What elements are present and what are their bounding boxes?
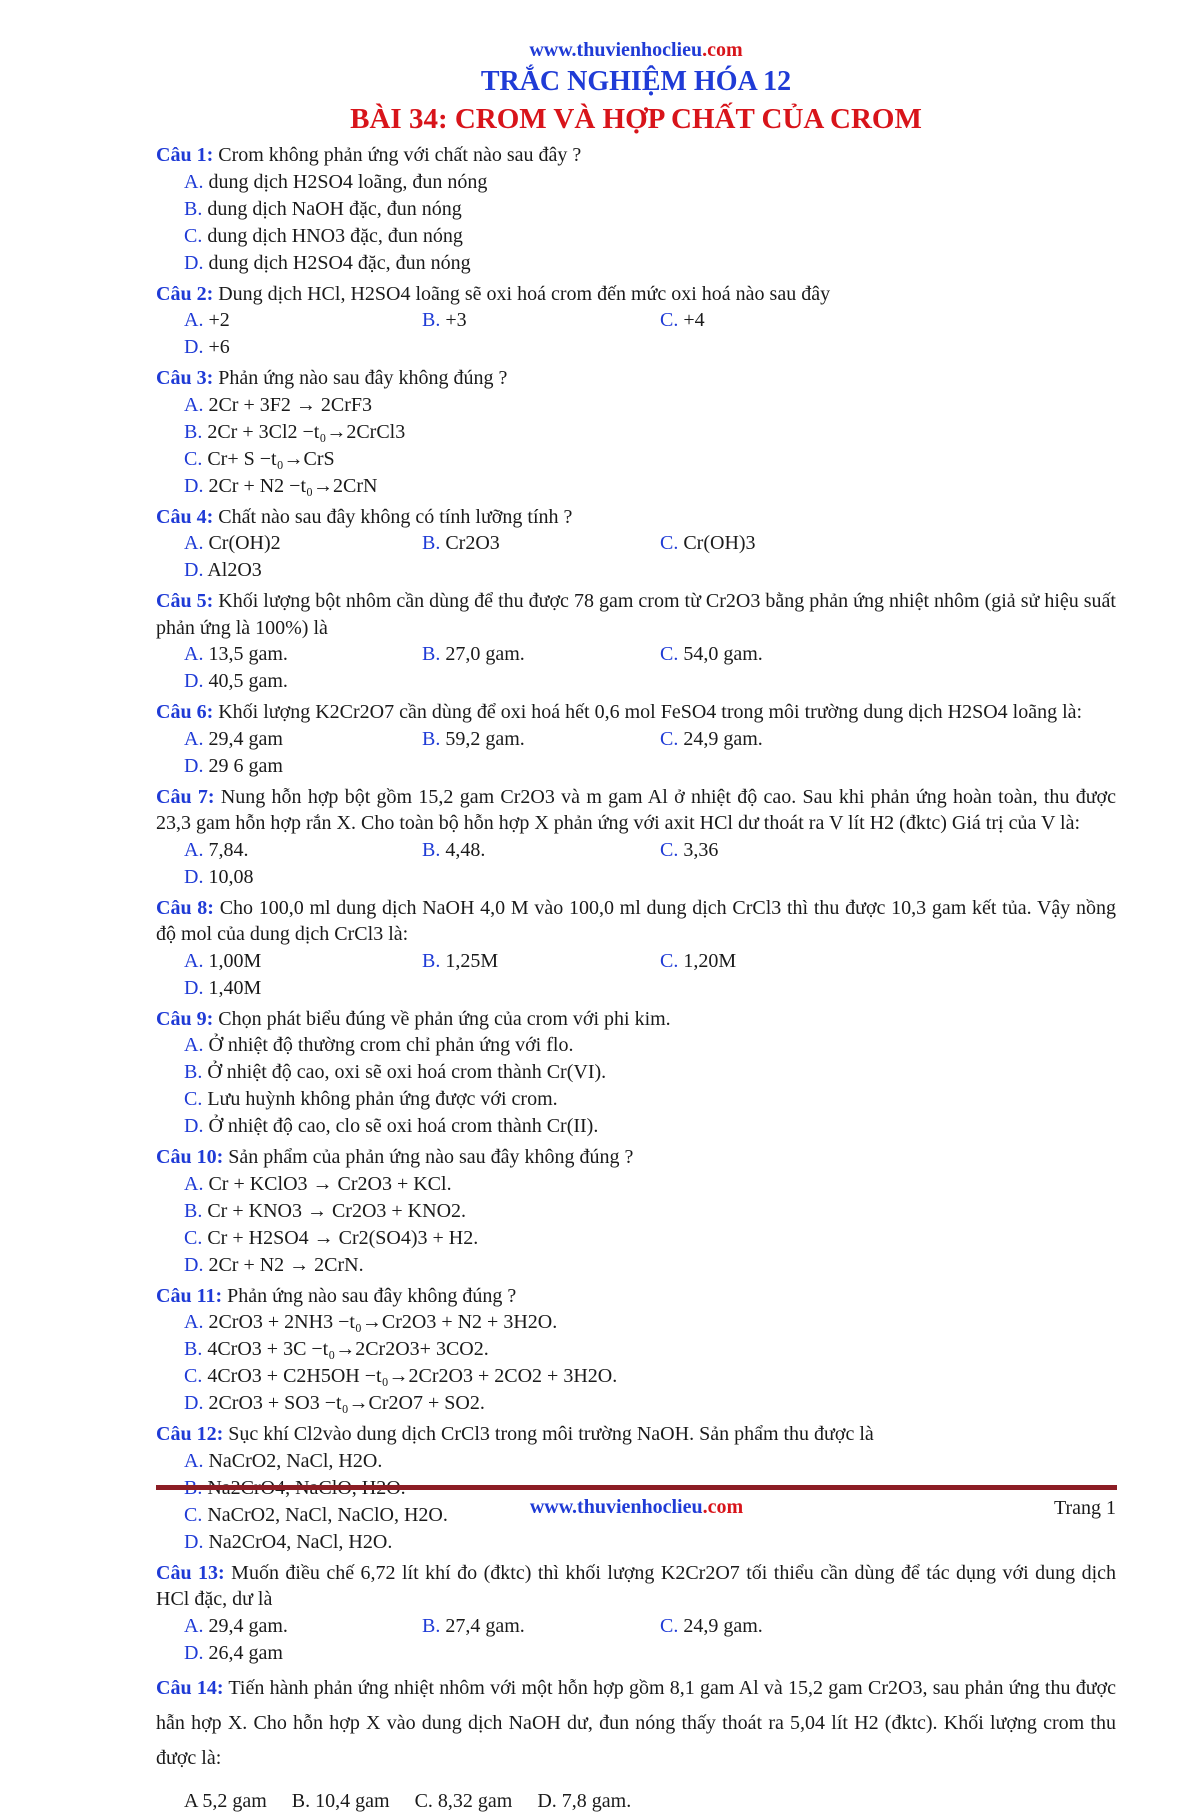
option-letter: A. [184, 393, 204, 416]
option-letter: A. [184, 1172, 204, 1195]
document-page [156, 38, 1116, 1815]
option-b[interactable]: B. 10,4 gam [291, 1789, 390, 1812]
question-text: Dung dịch HCl, H2SO4 loãng sẽ oxi hoá crom đến mức oxi hoá nào sau đây [218, 282, 831, 305]
option-letter: C. [184, 447, 203, 470]
option-b[interactable] [422, 307, 660, 334]
question-stem [156, 1421, 1116, 1448]
option-d[interactable] [184, 1640, 422, 1667]
option-text: Ở nhiệt độ cao, oxi sẽ oxi hoá crom thành Cr(VI). [207, 1061, 607, 1083]
answer-options [156, 169, 1116, 277]
option-c[interactable] [660, 948, 898, 975]
site-name: www.thuvienhoclieu [529, 39, 703, 61]
option-letter: C. [660, 643, 679, 665]
question-text: Phản ứng nào sau đây không đúng ? [227, 1284, 517, 1307]
question-label: Câu 9: [156, 1007, 214, 1030]
option-text: Cr(OH)3 [683, 532, 756, 554]
option-letter: D. [184, 559, 204, 581]
option-letter: A. [184, 170, 204, 193]
option-letter: D. [184, 754, 204, 777]
option-a[interactable] [184, 641, 422, 668]
option-a[interactable] [184, 837, 422, 864]
option-letter: B. [184, 197, 203, 220]
option-text: 4CrO3 + 3C −t₀→2Cr2O3+ 3CO2. [207, 1338, 489, 1360]
option-letter: B. [184, 1061, 203, 1083]
option-text: 10,08 [208, 865, 254, 888]
answer-options [156, 641, 1116, 695]
option-letter: C. [660, 532, 679, 554]
option-a[interactable] [184, 1613, 422, 1640]
option-letter: D. [184, 670, 204, 692]
option-b[interactable] [422, 837, 660, 864]
option-letter: C. [660, 838, 679, 861]
option-letter: B. [184, 1338, 203, 1360]
option-text: Ở nhiệt độ cao, clo sẽ oxi hoá crom thành Cr(II). [208, 1115, 599, 1137]
answer-options [156, 307, 1116, 361]
question-label: Câu 10: [156, 1146, 224, 1168]
question-text: Sản phẩm của phản ứng nào sau đây không đúng ? [228, 1146, 634, 1168]
answer-options [156, 530, 1116, 584]
question-7 [156, 784, 1116, 891]
option-c[interactable] [660, 530, 898, 557]
site-name: www.thuvienhoclieu [529, 1496, 703, 1518]
question-stem [156, 1283, 1116, 1310]
lesson-title: BÀI 34: CROM VÀ HỢP CHẤT CỦA CROM [350, 103, 922, 135]
option-text: 3,36 [683, 838, 719, 861]
option-text: 1,20M [683, 949, 737, 972]
option-letter: C. [184, 1088, 203, 1110]
question-label: Câu 2: [156, 282, 214, 305]
option-a[interactable] [184, 948, 422, 975]
option-d[interactable]: D. 7,8 gam. [537, 1789, 632, 1812]
question-stem [156, 365, 1116, 392]
question-6 [156, 699, 1116, 780]
option-a[interactable] [184, 169, 660, 196]
option-a[interactable] [184, 726, 422, 753]
option-text: 29,4 gam [208, 727, 283, 750]
option-c[interactable] [660, 837, 898, 864]
option-text: Al2O3 [207, 559, 262, 581]
option-text: 24,9 gam. [683, 727, 763, 750]
question-label: Câu 14: [156, 1676, 224, 1699]
question-stem [156, 504, 1116, 531]
option-letter: D. [184, 865, 204, 888]
option-b[interactable] [422, 1613, 660, 1640]
option-c[interactable] [184, 446, 660, 473]
question-text: Cho 100,0 ml dung dịch NaOH 4,0 M vào 100,0 ml dung dịch CrCl3 thì thu được 10,3 gam kết tủa. Vậy nồng độ mol của dung dịch CrCl3 là: [156, 896, 1117, 945]
option-text: +6 [208, 336, 230, 358]
question-text: Khối lượng bột nhôm cần dùng để thu được 78 gam crom từ Cr2O3 bằng phản ứng nhiệt nhôm (giả sử hiệu suất phản ứng là 100%) là [156, 590, 1116, 639]
option-text: 2CrO3 + SO3 −t₀→Cr2O7 + SO2. [208, 1392, 485, 1414]
question-label: Câu 4: [156, 505, 214, 528]
option-d[interactable] [184, 975, 422, 1002]
option-b[interactable] [184, 196, 660, 223]
option-text: Cr + KClO3 → Cr2O3 + KCl. [208, 1172, 452, 1195]
question-1 [156, 142, 1116, 277]
option-text: 1,25M [445, 949, 499, 972]
question-text: Chất nào sau đây không có tính lưỡng tính ? [218, 505, 573, 528]
option-text: +4 [683, 309, 705, 331]
answer-options [156, 837, 1116, 891]
option-a[interactable] [184, 1032, 1084, 1059]
option-text: 59,2 gam. [445, 727, 525, 750]
footer-site-link[interactable] [156, 1496, 1117, 1519]
answer-options [156, 726, 1116, 780]
option-text: Cr + KNO3 → Cr2O3 + KNO2. [207, 1199, 467, 1222]
option-text: NaCrO2, NaCl, H2O. [208, 1449, 383, 1472]
question-stem [156, 784, 1116, 837]
question-text: Chọn phát biểu đúng về phản ứng của crom với phi kim. [218, 1007, 671, 1030]
question-text: Phản ứng nào sau đây không đúng ? [218, 367, 508, 389]
option-letter: C. [184, 1226, 203, 1249]
answer-options [156, 1788, 1116, 1815]
option-c[interactable] [660, 307, 898, 334]
site-domain: .com [702, 1496, 744, 1518]
question-label: Câu 11: [156, 1284, 223, 1307]
option-d[interactable] [184, 250, 660, 277]
option-letter: C. [660, 1614, 679, 1637]
option-text: 29 6 gam [208, 754, 283, 777]
option-text: Ở nhiệt độ thường crom chỉ phản ứng với flo. [208, 1034, 574, 1056]
option-letter: D. [184, 1392, 204, 1414]
option-text: +2 [208, 309, 230, 331]
option-letter: C. [660, 949, 679, 972]
option-text: 2CrO3 + 2NH3 −t₀→Cr2O3 + N2 + 3H2O. [208, 1311, 558, 1333]
answer-options [156, 1613, 1116, 1667]
option-text: Cr(OH)2 [208, 532, 281, 554]
header-site-link[interactable] [156, 38, 1116, 62]
option-a[interactable] [184, 530, 422, 557]
option-text: 27,0 gam. [445, 643, 525, 665]
option-letter: D. [184, 474, 204, 497]
answer-options [156, 1171, 1116, 1279]
option-text: +3 [445, 309, 467, 331]
option-c[interactable] [660, 726, 898, 753]
option-letter: D. [184, 1530, 204, 1553]
option-d[interactable] [184, 1113, 1084, 1140]
question-13 [156, 1560, 1116, 1667]
option-d[interactable] [184, 668, 422, 695]
question-stem [156, 281, 1116, 308]
answer-options [156, 1032, 1116, 1140]
option-letter: B. [422, 643, 441, 665]
option-a[interactable] [184, 1309, 660, 1336]
option-text: 29,4 gam. [208, 1614, 288, 1637]
question-text: Crom không phản ứng với chất nào sau đây ? [218, 144, 582, 166]
question-stem [156, 1671, 1116, 1776]
question-label: Câu 12: [156, 1423, 224, 1445]
option-letter: A. [184, 727, 204, 750]
site-domain: .com [702, 39, 743, 61]
option-text: 2Cr + N2 −t₀→2CrN [208, 474, 378, 497]
option-letter: A. [184, 532, 204, 554]
option-text: dung dịch HNO3 đặc, đun nóng [207, 224, 463, 247]
option-text: NaCrO2, NaCl, NaClO, H2O. [207, 1503, 448, 1526]
option-text: 13,5 gam. [208, 643, 288, 665]
option-d[interactable] [184, 1529, 660, 1556]
option-letter: D. [184, 1115, 204, 1137]
option-c[interactable]: C. 8,32 gam [414, 1789, 513, 1812]
option-b[interactable] [184, 1198, 660, 1225]
question-label: Câu 6: [156, 701, 214, 723]
option-letter: C. [184, 1503, 203, 1526]
option-text: 7,84. [208, 838, 249, 861]
option-c[interactable] [184, 1363, 660, 1390]
option-letter: C. [184, 1365, 203, 1387]
option-a[interactable] [184, 1448, 660, 1475]
answer-options [156, 1309, 1116, 1417]
option-b[interactable] [422, 726, 660, 753]
option-letter: A. [184, 838, 204, 861]
option-letter: D. [184, 1641, 204, 1664]
option-text: 27,4 gam. [445, 1614, 525, 1637]
question-label: Câu 7: [156, 785, 215, 808]
option-letter: A. [184, 1614, 204, 1637]
option-d[interactable] [184, 557, 422, 584]
question-10 [156, 1144, 1116, 1279]
question-label: Câu 8: [156, 896, 214, 919]
option-letter: B. [184, 420, 203, 443]
option-text: Cr + H2SO4 → Cr2(SO4)3 + H2. [207, 1226, 479, 1249]
option-b[interactable] [422, 530, 660, 557]
question-stem [156, 699, 1116, 726]
question-stem [156, 1560, 1116, 1613]
option-letter: D. [184, 976, 204, 999]
question-3 [156, 365, 1116, 500]
option-b[interactable] [422, 641, 660, 668]
option-letter: B. [184, 1199, 203, 1222]
option-text: 1,40M [208, 976, 262, 999]
option-letter: B. [422, 727, 441, 750]
option-c[interactable] [184, 1225, 660, 1252]
question-text: Nung hỗn hợp bột gồm 15,2 gam Cr2O3 và m gam Al ở nhiệt độ cao. Sau khi phản ứng hoàn toàn, thu được 23,3 gam hỗn hợp rắn X. Cho toàn bộ hỗn hợp X phản ứng với axit HCl dư thoát ra V lít H2 (đktc) Giá trị của V là: [156, 785, 1117, 834]
question-14 [156, 1671, 1116, 1815]
option-text: Na2CrO4, NaCl, H2O. [208, 1530, 393, 1553]
question-stem [156, 895, 1116, 948]
option-text: 2Cr + 3F2 → 2CrF3 [208, 393, 372, 416]
question-stem [156, 588, 1116, 641]
question-2 [156, 281, 1116, 362]
question-stem [156, 142, 1116, 169]
option-letter: C. [184, 224, 203, 247]
option-c[interactable] [184, 223, 660, 250]
option-b[interactable] [184, 1059, 1084, 1086]
option-c[interactable] [660, 641, 898, 668]
page-number: Trang 1 [1053, 1497, 1116, 1519]
option-d[interactable] [184, 753, 422, 780]
answer-options [156, 392, 1116, 500]
option-letter: C. [660, 727, 679, 750]
question-label: Câu 13: [156, 1561, 225, 1584]
option-letter: D. [184, 336, 204, 358]
option-text: 1,00M [208, 949, 262, 972]
question-list [156, 142, 1116, 1667]
option-letter: A. [184, 949, 204, 972]
option-text: dung dịch H2SO4 loãng, đun nóng [208, 170, 488, 193]
question-label: Câu 1: [156, 144, 214, 166]
option-d[interactable] [184, 473, 660, 500]
option-b[interactable] [184, 1336, 660, 1363]
option-text: 54,0 gam. [683, 643, 763, 665]
option-letter: A. [184, 1311, 204, 1333]
option-letter: C. [660, 309, 679, 331]
option-text: Cr+ S −t₀→CrS [207, 447, 335, 470]
question-8 [156, 895, 1116, 1002]
document-title: TRẮC NGHIỆM HÓA 12 [480, 66, 792, 97]
question-stem [156, 1006, 1116, 1033]
option-a[interactable]: A 5,2 gam [184, 1789, 267, 1812]
option-letter: A. [184, 309, 204, 331]
question-4 [156, 504, 1116, 585]
option-letter: D. [184, 1253, 204, 1276]
question-label: Câu 3: [156, 367, 214, 389]
option-text: dung dịch H2SO4 đặc, đun nóng [208, 251, 471, 274]
option-letter: A. [184, 643, 204, 665]
option-letter: D. [184, 251, 204, 274]
option-letter: B. [422, 1614, 441, 1637]
option-text: Lưu huỳnh không phản ứng được với crom. [207, 1088, 558, 1110]
option-text: 4,48. [445, 838, 486, 861]
option-letter: B. [422, 309, 441, 331]
question-11 [156, 1283, 1116, 1418]
option-letter: B. [422, 838, 441, 861]
question-text: Khối lượng K2Cr2O7 cần dùng để oxi hoá hết 0,6 mol FeSO4 trong môi trường dung dịch H2SO4 loãng là: [218, 701, 1083, 723]
option-d[interactable] [184, 864, 422, 891]
option-text: Cr2O3 [445, 532, 500, 554]
option-text: 2Cr + N2 → 2CrN. [208, 1253, 364, 1276]
question-text: Tiến hành phản ứng nhiệt nhôm với một hỗn hợp gồm 8,1 gam Al và 15,2 gam Cr2O3, sau phản ứng thu được hẫn hợp X. Cho hỗn hợp X vào dung dịch NaOH dư, đun nóng thấy thoát ra 5,04 lít H2 (đktc). Khối lượng crom thu được là: [156, 1676, 1116, 1769]
question-9 [156, 1006, 1116, 1141]
option-text: 2Cr + 3Cl2 −t₀→2CrCl3 [207, 420, 406, 443]
option-text: 40,5 gam. [208, 670, 288, 692]
question-label: Câu 5: [156, 590, 214, 612]
answer-options [156, 948, 1116, 1002]
question-5 [156, 588, 1116, 695]
option-d[interactable] [184, 1390, 660, 1417]
option-letter: A. [184, 1034, 204, 1056]
option-letter: A. [184, 1449, 204, 1472]
option-text: 26,4 gam [208, 1641, 283, 1664]
option-text: dung dịch NaOH đặc, đun nóng [207, 197, 462, 220]
option-d[interactable] [184, 334, 422, 361]
footer-divider [156, 1485, 1117, 1490]
option-b[interactable] [422, 948, 660, 975]
option-text: 4CrO3 + C2H5OH −t₀→2Cr2O3 + 2CO2 + 3H2O. [207, 1365, 618, 1387]
option-c[interactable] [184, 1086, 1084, 1113]
option-b[interactable] [184, 419, 660, 446]
question-text: Muốn điều chế 6,72 lít khí đo (đktc) thì khối lượng K2Cr2O7 tối thiểu cần dùng để tác dụng với dung dịch HCl đặc, dư là [156, 1561, 1117, 1610]
option-c[interactable] [660, 1613, 898, 1640]
option-a[interactable] [184, 392, 660, 419]
option-a[interactable] [184, 1171, 660, 1198]
option-letter: B. [422, 532, 441, 554]
option-text: 24,9 gam. [683, 1614, 763, 1637]
option-a[interactable] [184, 307, 422, 334]
question-text: Sục khí Cl2vào dung dịch CrCl3 trong môi trường NaOH. Sản phẩm thu được là [228, 1423, 874, 1445]
option-letter: B. [422, 949, 441, 972]
question-stem [156, 1144, 1116, 1171]
option-d[interactable] [184, 1252, 660, 1279]
